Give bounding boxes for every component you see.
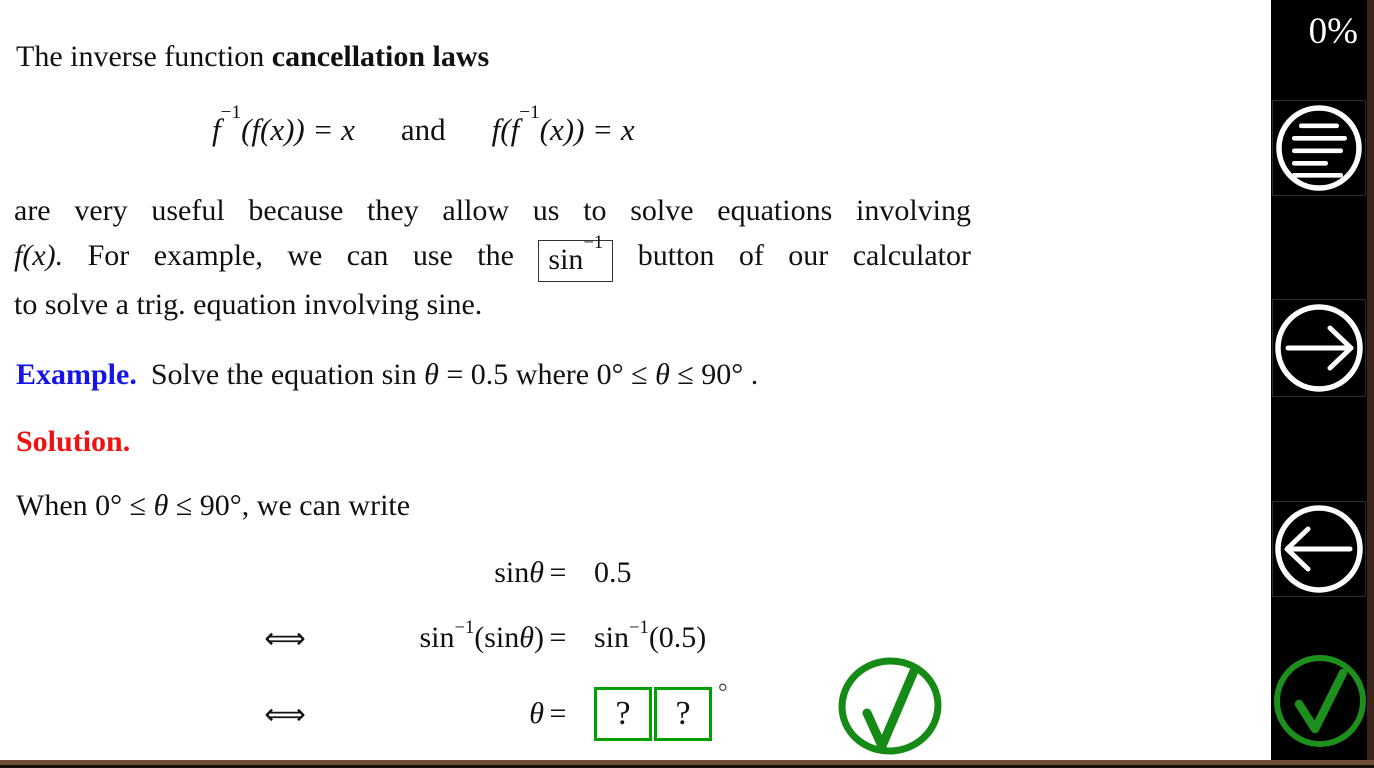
fx-term: f(x). <box>14 239 64 272</box>
iff-arrow: ⟺ <box>264 697 306 731</box>
next-button[interactable] <box>1272 299 1366 397</box>
sin-inverse-button-box: $\sin^{-1}$ <box>538 240 613 282</box>
progress-label: 0% <box>1308 11 1358 52</box>
law-conjunction: and <box>400 112 446 147</box>
eq2-equals: = <box>549 621 567 654</box>
eq1-rhs: 0.5 <box>594 556 632 589</box>
eq3-lhs: θ <box>529 697 544 730</box>
equation-row-2 <box>0 616 1000 660</box>
window-edge-right <box>1367 0 1374 768</box>
answer-box-2[interactable]: ? <box>654 687 712 741</box>
solution-label: Solution. <box>16 425 131 458</box>
slide-title <box>16 40 489 74</box>
answer-box-1[interactable]: ? <box>594 687 652 741</box>
green-checkmark-icon <box>1272 651 1366 757</box>
law-left: $f^{-1}(f(x)) = x$ <box>212 102 355 147</box>
law-right: $f(f^{-1}(x)) = x$ <box>491 102 635 147</box>
when-statement: When 0° ≤ θ ≤ 90°, we can write <box>16 489 411 522</box>
arrow-left-icon <box>1273 502 1365 596</box>
solution-heading <box>16 425 130 459</box>
cancellation-laws-equation <box>212 102 635 148</box>
arrow-right-icon <box>1273 300 1365 396</box>
correct-check-annotation <box>834 656 946 762</box>
eq3-equals: = <box>549 697 567 730</box>
equation-row-1 <box>0 551 1000 595</box>
example-statement: Example. Solve the equation sin θ = 0.5 where 0° ≤ θ ≤ 90° . <box>16 358 759 391</box>
control-sidebar <box>1271 0 1367 760</box>
eq3-answer <box>594 680 728 742</box>
eq1-equals: = <box>549 556 567 589</box>
title-bold: cancellation laws <box>271 40 490 73</box>
paragraph-line-2: f(x). For example, we can use the $\sin^{-1}$ button of our calculator <box>14 233 971 282</box>
paragraph-line-3: to solve a trig. equation involving sine. <box>14 288 483 321</box>
menu-lines-icon <box>1273 101 1365 195</box>
previous-button[interactable] <box>1272 501 1366 597</box>
eq2-rhs: sin $^{-1}$ (0.5) <box>594 616 707 654</box>
title-normal: The inverse function <box>16 40 272 73</box>
window-edge-bottom <box>0 760 1374 768</box>
check-answer-button[interactable] <box>1272 651 1366 757</box>
iff-arrow: ⟺ <box>264 621 306 655</box>
eq1-lhs: sin θ <box>494 556 544 589</box>
menu-button[interactable] <box>1272 100 1366 196</box>
paragraph-line-1: are very useful because they allow us to solve equations involving <box>14 194 971 227</box>
body-paragraph <box>14 188 971 327</box>
example-label: Example. <box>16 358 137 391</box>
degree-symbol: ° <box>718 680 728 706</box>
eq2-lhs: sin $^{-1}$ (sin θ ) <box>419 616 544 654</box>
